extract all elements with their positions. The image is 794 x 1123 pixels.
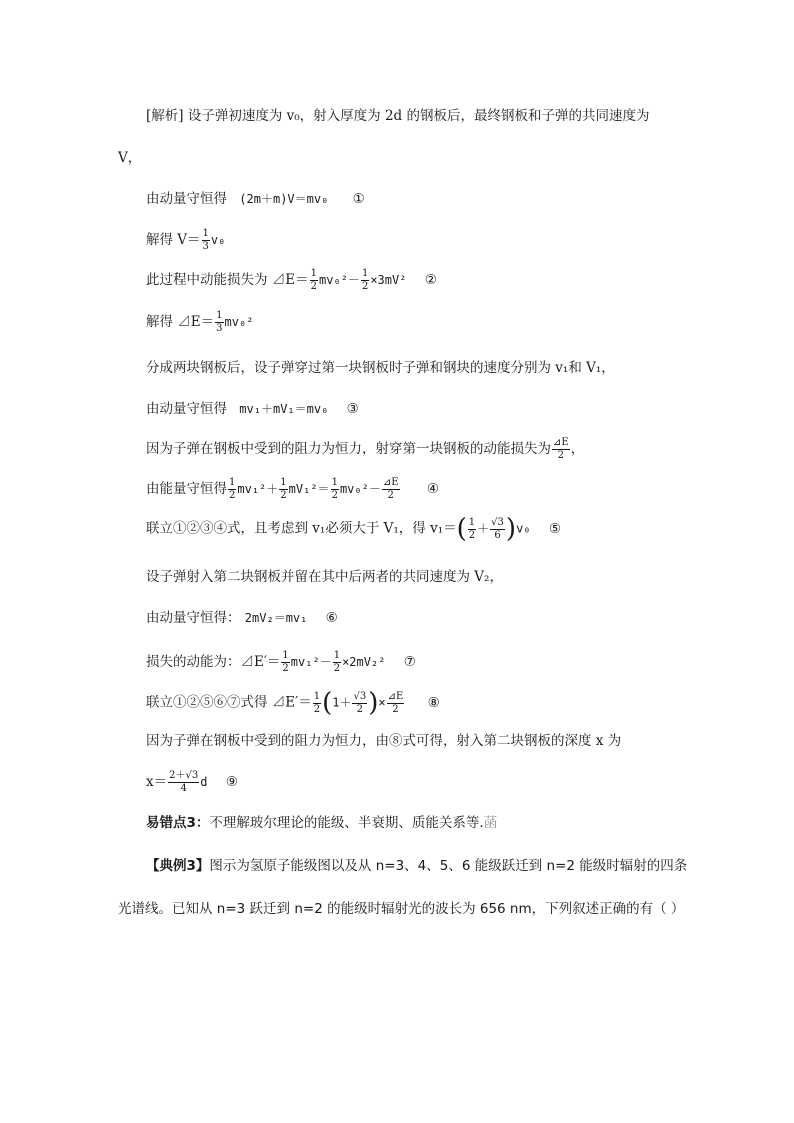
equation: v₀ <box>210 233 226 247</box>
fraction <box>468 517 476 542</box>
fraction <box>333 650 341 675</box>
label: 解得 ⊿E＝ <box>146 314 215 330</box>
circled-number: ③ <box>346 401 359 417</box>
example-text: 图示为氢原子能级图以及从 n=3、4、5、6 能级跃迁到 n=2 能级时辐射的四条 <box>209 858 688 874</box>
fraction <box>215 310 223 335</box>
text-line-1 <box>146 110 649 124</box>
text-line-7 <box>146 362 615 376</box>
equation: mv₁＋mV₁＝mv₀ <box>239 402 329 416</box>
fraction <box>202 228 210 253</box>
denominator: 2 <box>333 663 341 674</box>
fraction <box>387 691 405 716</box>
numerator: 1 <box>331 477 338 488</box>
circled-number: ① <box>352 191 365 207</box>
analysis-line: [解析] 设子弹初速度为 v₀，射入厚度为 2d 的钢板后，最终钢板和子弹的共同速度为 <box>146 108 650 124</box>
operator: ＋ <box>477 521 490 536</box>
fraction <box>279 477 287 502</box>
numerator: 1 <box>202 228 209 239</box>
denominator: 3 <box>216 323 223 334</box>
denominator: 2 <box>313 703 321 715</box>
fraction <box>168 770 199 795</box>
text-line-20 <box>118 903 684 917</box>
example-label: 【典例3】 <box>146 858 210 874</box>
text-line-19 <box>146 860 687 874</box>
example-text: 光谱线。已知从 n=3 跃迁到 n=2 的能级时辐射光的波长为 656 nm，下列叙述正确的有（ ） <box>118 901 685 917</box>
denominator: 2 <box>387 490 394 501</box>
watermark-glyph: 菡 <box>483 815 498 831</box>
text-line-12 <box>146 571 503 585</box>
numerator: ⊿E <box>387 690 404 702</box>
text-line-17 <box>146 770 238 795</box>
text-line-5 <box>146 268 437 293</box>
denominator: 2 <box>280 490 287 501</box>
text-line-18 <box>146 817 497 831</box>
fraction <box>313 691 321 716</box>
label: 由动量守恒得 <box>146 401 227 417</box>
numerator: 1 <box>333 650 341 661</box>
denominator: 2 <box>356 703 364 715</box>
label: 解得 V＝ <box>146 232 201 248</box>
text: 因为子弹在钢板中受到的阻力为恒力，由⑧式可得，射入第二块钢板的深度 x 为 <box>146 733 622 749</box>
label: 因为子弹在钢板中受到的阻力为恒力，射穿第一块钢板的动能损失为 <box>146 441 551 457</box>
equation: 1＋ <box>332 695 352 710</box>
numerator: 1 <box>280 477 287 488</box>
fraction <box>352 691 367 716</box>
fraction <box>331 477 339 502</box>
paren: ( <box>322 688 333 718</box>
fraction <box>552 437 570 462</box>
circled-number: ⑤ <box>548 520 561 537</box>
numerator: ⊿E <box>553 437 569 448</box>
label: 由动量守恒得 <box>146 191 227 207</box>
punctuation: ， <box>570 441 585 457</box>
label: 此过程中动能损失为 ⊿E＝ <box>146 272 309 288</box>
label: x＝ <box>146 774 168 790</box>
numerator: ⊿E <box>382 477 399 488</box>
heading-text: 不理解玻尔理论的能级、半衰期、质能关系等. <box>209 815 484 831</box>
text-line-4 <box>146 228 225 253</box>
text-line-16 <box>146 735 621 749</box>
operator: × <box>378 695 386 710</box>
circled-number: ⑧ <box>427 694 440 711</box>
section-heading: 易错点3： <box>146 815 210 831</box>
fraction <box>382 477 400 502</box>
fraction <box>361 268 369 293</box>
fraction <box>228 477 236 502</box>
text-line-2 <box>118 152 141 166</box>
fraction <box>490 517 505 542</box>
denominator: 2 <box>229 490 236 501</box>
denominator: 2 <box>331 490 338 501</box>
denominator: 4 <box>180 783 187 794</box>
label: 联立①②③④式，且考虑到 v₁必须大于 V₁，得 v₁＝ <box>146 520 457 537</box>
numerator: 1 <box>229 477 236 488</box>
denominator: 2 <box>361 281 369 292</box>
denominator: 2 <box>557 450 565 461</box>
label: 损失的动能为：⊿E′＝ <box>146 654 281 670</box>
numerator: 2＋√3 <box>169 770 199 781</box>
numerator: 1 <box>216 310 223 321</box>
text: 设子弹射入第二块钢板并留在其中后两者的共同速度为 V₂， <box>146 569 503 585</box>
equation: ×2mV₂² <box>342 655 386 669</box>
label: 联立①②⑤⑥⑦式得 ⊿E′＝ <box>146 694 312 711</box>
numerator: √3 <box>353 690 367 702</box>
text-v: V， <box>118 150 142 166</box>
equation: (2m＋m)V＝mv₀ <box>239 192 329 206</box>
paren: ) <box>368 688 379 718</box>
label: 由能量守恒得 <box>146 481 227 497</box>
fraction <box>310 268 318 293</box>
circled-number: ④ <box>426 481 439 497</box>
equation: mv₀²－ <box>339 482 381 496</box>
numerator: 1 <box>310 268 318 279</box>
text-line-9 <box>146 437 584 462</box>
label: 由动量守恒得： <box>146 610 241 626</box>
numerator: 1 <box>468 516 476 528</box>
equation: v₀ <box>516 521 531 536</box>
numerator: 1 <box>361 268 369 279</box>
equation: mV₁²＝ <box>288 482 330 496</box>
circled-number: ⑨ <box>225 774 238 790</box>
equation: ×3mV² <box>370 273 407 287</box>
equation: 2mV₂＝mv₁ <box>244 611 308 625</box>
text: 分成两块钢板后，设子弹穿过第一块钢板时子弹和钢块的速度分别为 v₁和 V₁， <box>146 360 615 376</box>
paren: ( <box>456 514 467 544</box>
denominator: 2 <box>310 281 318 292</box>
text-line-8 <box>146 403 359 417</box>
text-line-13 <box>146 612 338 626</box>
numerator: 1 <box>313 690 321 702</box>
denominator: 2 <box>468 529 476 541</box>
numerator: 1 <box>282 650 289 661</box>
equation: mv₀²－ <box>319 273 360 287</box>
text-line-11 <box>146 516 561 542</box>
equation: d <box>200 775 208 789</box>
equation: mv₀² <box>224 315 254 329</box>
text-line-14 <box>146 650 416 675</box>
text-line-3 <box>146 193 365 207</box>
denominator: 3 <box>202 241 209 252</box>
circled-number: ⑦ <box>403 654 416 670</box>
numerator: √3 <box>491 516 504 528</box>
paren: ) <box>505 514 517 544</box>
circled-number: ② <box>424 272 437 288</box>
text-line-10 <box>146 477 439 502</box>
denominator: 2 <box>392 703 399 715</box>
denominator: 6 <box>494 529 501 541</box>
text-line-15 <box>146 690 440 716</box>
equation: mv₁²－ <box>290 655 332 669</box>
text-line-6 <box>146 310 253 335</box>
circled-number: ⑥ <box>325 610 338 626</box>
fraction <box>281 650 289 675</box>
equation: mv₁²＋ <box>237 482 279 496</box>
denominator: 2 <box>282 663 289 674</box>
